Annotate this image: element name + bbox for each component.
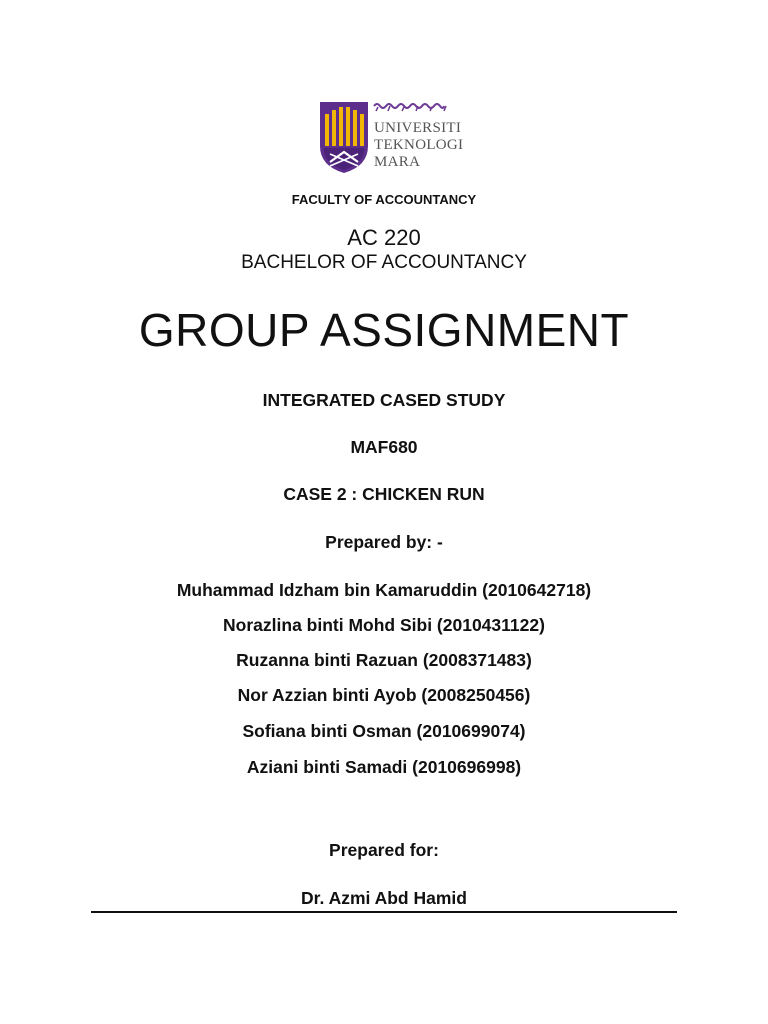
member-name: Norazlina binti Mohd Sibi (2010431122) <box>223 615 545 635</box>
page-title: GROUP ASSIGNMENT <box>138 304 630 356</box>
bottom-divider <box>91 911 677 913</box>
prepared-for-label: Prepared for: <box>329 840 439 860</box>
course-code: AC 220 <box>347 225 421 250</box>
lecturer-name: Dr. Azmi Abd Hamid <box>301 888 467 908</box>
member-name: Nor Azzian binti Ayob (2008250456) <box>237 685 531 705</box>
member-name: Aziani binti Samadi (2010696998) <box>246 757 522 777</box>
university-name: UNIVERSITI TEKNOLOGI MARA <box>374 120 464 170</box>
programme-name: BACHELOR OF ACCOUNTANCY <box>241 252 527 273</box>
case-title: CASE 2 : CHICKEN RUN <box>283 484 485 504</box>
assignment-subtitle: INTEGRATED CASED STUDY <box>262 390 506 410</box>
faculty-name: FACULTY OF ACCOUNTANCY <box>291 192 477 207</box>
university-logo <box>318 100 464 175</box>
member-name: Sofiana binti Osman (2010699074) <box>242 721 526 741</box>
prepared-by-label: Prepared by: - <box>325 532 443 552</box>
member-name: Ruzanna binti Razuan (2008371483) <box>236 650 532 670</box>
member-name: Muhammad Idzham bin Kamaruddin (2010642718) <box>176 580 592 600</box>
course-number: MAF680 <box>350 437 418 457</box>
